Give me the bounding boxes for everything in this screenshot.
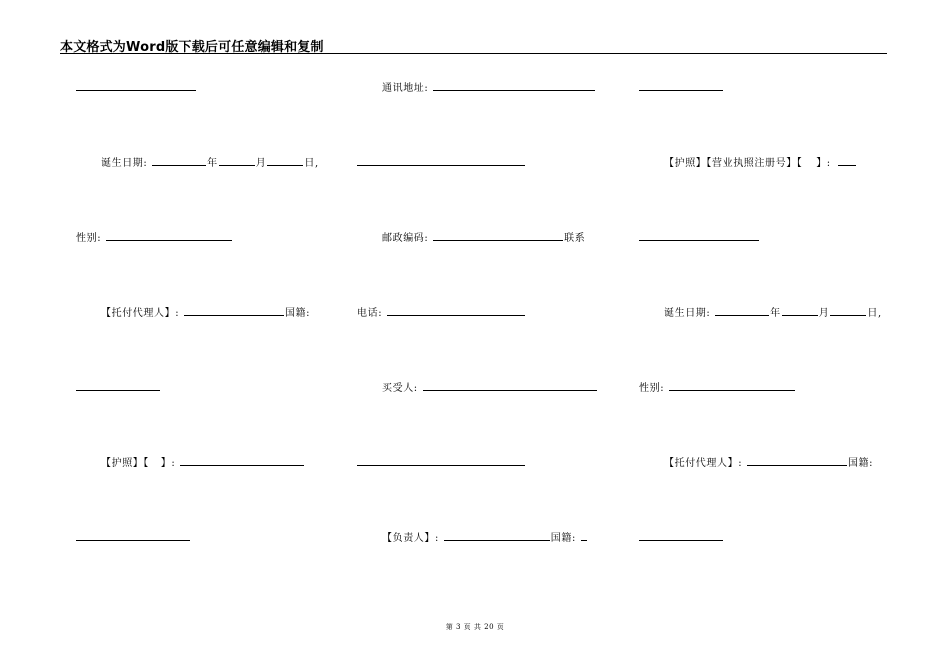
blank-line xyxy=(76,540,190,541)
blank-line xyxy=(357,165,525,166)
buyer-blank xyxy=(423,380,597,391)
page-mid: 页 共 xyxy=(463,623,482,631)
gender-label-2: 性别: xyxy=(639,383,665,394)
page-suffix: 页 xyxy=(496,623,505,631)
passport-field xyxy=(101,455,305,470)
nationality-label: 国籍: xyxy=(284,308,311,319)
birth-date-field xyxy=(101,155,319,170)
nationality-label-3: 国籍: xyxy=(550,533,576,544)
passport-license-field xyxy=(664,155,857,170)
postcode-field xyxy=(382,230,585,245)
phone-blank xyxy=(387,305,525,316)
buyer-field xyxy=(382,380,598,395)
month-blank-2 xyxy=(782,305,818,316)
bracket-close-2: 】: xyxy=(160,458,176,469)
page-footer xyxy=(0,622,950,632)
birth-label-2: 诞生日期: xyxy=(664,308,711,319)
blank-line xyxy=(639,540,723,541)
agent-field-2 xyxy=(664,455,873,470)
nationality-label-2: 国籍: xyxy=(847,458,874,469)
blank-line xyxy=(76,90,196,91)
address-blank xyxy=(433,80,595,91)
contact-suffix: 联系 xyxy=(564,233,586,244)
year-label-2: 年 xyxy=(770,308,781,319)
phone-field xyxy=(357,305,526,320)
month-blank xyxy=(219,155,255,166)
address-field xyxy=(382,80,596,95)
gender-field xyxy=(76,230,233,245)
day-blank xyxy=(267,155,303,166)
responsible-blank xyxy=(444,530,550,541)
nationality-blank-3 xyxy=(581,530,587,541)
agent-label: 【托付代理人】: xyxy=(101,308,180,319)
birth-label: 诞生日期: xyxy=(101,158,148,169)
gender-field-2 xyxy=(639,380,796,395)
day-label-2: 日, xyxy=(867,308,882,319)
day-label: 日, xyxy=(304,158,319,169)
postcode-label: 邮政编码: xyxy=(382,233,429,244)
blank-line xyxy=(639,90,723,91)
month-label: 月 xyxy=(255,158,267,169)
header-rule xyxy=(60,53,887,54)
blank-line xyxy=(357,465,525,466)
gender-label: 性别: xyxy=(76,233,102,244)
agent-field xyxy=(101,305,310,320)
month-label-2: 月 xyxy=(818,308,830,319)
gender-blank-2 xyxy=(669,380,795,391)
blank-line xyxy=(639,240,759,241)
license-blank xyxy=(838,155,856,166)
page-prefix: 第 xyxy=(445,623,454,631)
agent-label-2: 【托付代理人】: xyxy=(664,458,743,469)
responsible-label: 【负责人】: xyxy=(382,533,439,544)
passport-license-label: 【护照】【营业执照注册号】【 xyxy=(664,158,803,169)
responsible-field xyxy=(382,530,588,545)
year-label: 年 xyxy=(207,158,218,169)
phone-label: 电话: xyxy=(357,308,383,319)
page-current: 3 xyxy=(455,623,461,631)
address-label: 通讯地址: xyxy=(382,83,429,94)
buyer-label: 买受人: xyxy=(382,383,418,394)
page-total: 20 xyxy=(484,623,495,631)
postcode-blank xyxy=(433,230,563,241)
blank-line xyxy=(76,390,160,391)
birth-date-field-2 xyxy=(664,305,882,320)
gender-blank xyxy=(106,230,232,241)
bracket-close: 】: xyxy=(816,158,831,169)
day-blank-2 xyxy=(830,305,866,316)
year-blank-2 xyxy=(715,305,769,316)
agent-blank xyxy=(184,305,284,316)
passport-blank xyxy=(180,455,304,466)
agent-blank-2 xyxy=(747,455,847,466)
passport-label: 【护照】【 xyxy=(101,458,149,469)
year-blank xyxy=(152,155,206,166)
page-header-title: 本文格式为Word版下载后可任意编辑和复制 xyxy=(60,40,324,55)
